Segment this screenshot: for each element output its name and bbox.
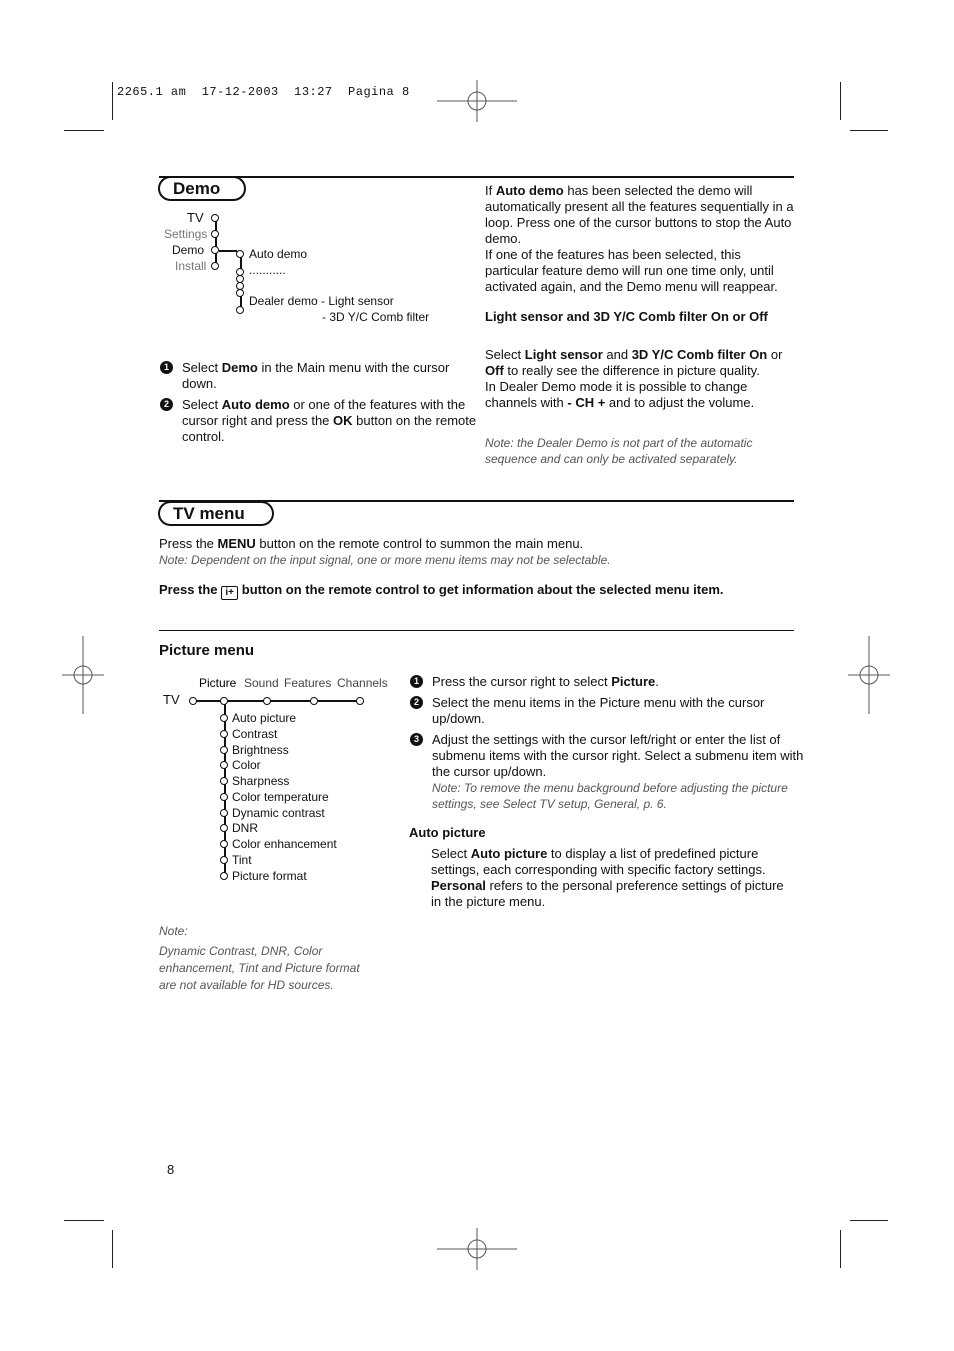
diagram-node (211, 230, 219, 238)
diagram-node (211, 246, 219, 254)
step-number-icon: 1 (160, 361, 173, 374)
diagram-line (215, 220, 217, 266)
picture-menu-item: DNR (232, 821, 258, 836)
registration-mark-icon (437, 80, 517, 122)
step-text: Adjust the settings with the cursor left/right or enter the list of submenu items with the cursor right. Select a submenu item with the cursor up/down. (432, 732, 804, 779)
tab-sound: Sound (244, 676, 279, 690)
diagram-node (220, 824, 228, 832)
picture-step-2 (410, 695, 807, 727)
diagram-item-install: Install (175, 259, 207, 273)
step-number-icon: 3 (410, 733, 423, 746)
diagram-line (219, 250, 237, 252)
diagram-node (220, 856, 228, 864)
diagram-item-settings: Settings (164, 227, 208, 241)
tab-picture: Picture (199, 676, 237, 690)
step-number-icon: 1 (410, 675, 423, 688)
picture-menu-item: Dynamic contrast (232, 805, 325, 820)
picture-menu-item: Color (232, 758, 261, 773)
picture-menu-item: Color temperature (232, 789, 329, 804)
tab-features: Features (284, 676, 332, 690)
diagram-item-demo: Demo (172, 243, 205, 257)
diagram-node (189, 697, 197, 705)
crop-mark (850, 1220, 888, 1221)
picture-menu-item: Sharpness (232, 774, 290, 788)
diagram-node (220, 714, 228, 722)
step-bold: Demo (221, 360, 258, 375)
diagram-node (236, 306, 244, 314)
step-number-icon: 2 (410, 696, 423, 709)
crop-mark (850, 130, 888, 131)
diagram-node (263, 697, 271, 705)
registration-mark-icon (848, 636, 890, 714)
diagram-dealer-demo: Dealer demo - Light sensor (249, 294, 394, 308)
light-sensor-heading: Light sensor and 3D Y/C Comb filter On or Off (485, 309, 768, 324)
light-sensor-paragraph: Select Light sensor and 3D Y/C Comb filter On or Off to really see the difference in picture quality. In Dealer Demo mode it is possible to change channels with - CH + and to adjust the volume. (485, 347, 783, 410)
step-bold: Auto demo (221, 397, 290, 412)
diagram-node (220, 809, 228, 817)
step-number-icon: 2 (160, 398, 173, 411)
diagram-node (220, 761, 228, 769)
page-number: 8 (167, 1162, 175, 1177)
picture-menu-item: Color enhancement (232, 837, 337, 851)
section-rule (159, 176, 794, 178)
info-button-icon: i+ (221, 586, 238, 600)
auto-picture-paragraph: Select Auto picture to display a list of predefined picture settings, each corresponding with specific factory settings. Personal refers to the personal preference settings of picture in the picture menu. (431, 846, 784, 909)
picture-menu-item: Auto picture (232, 711, 297, 725)
step-text: Select (182, 397, 222, 412)
section-rule (159, 630, 794, 631)
tv-menu-note: Note: Dependent on the input signal, one or more menu items may not be selectable. (159, 553, 611, 567)
step-text: Select (182, 360, 222, 375)
diagram-node (220, 746, 228, 754)
diagram-node (220, 872, 228, 880)
hd-note-text: Dynamic Contrast, DNR, Color enhancement, Tint and Picture format are not available for HD sources. (159, 944, 360, 992)
picture-step-1 (410, 674, 807, 690)
crop-mark (112, 1230, 113, 1268)
diagram-node (236, 250, 244, 258)
diagram-node (211, 262, 219, 270)
registration-mark-icon (62, 636, 104, 714)
tab-channels: Channels (337, 676, 388, 690)
diagram-node (220, 840, 228, 848)
demo-auto-paragraph: If Auto demo has been selected the demo will automatically present all the features sequentially in a loop. Press one of the cursor buttons to stop the Auto demo. If one of the features has been selected, this particular feature demo will run one time only, until activated again, and the Demo menu will reappear. (485, 183, 794, 294)
step-text: button on the remote control. (182, 413, 477, 444)
info-paragraph: Press the i+ button on the remote control to get information about the selected menu item. (159, 582, 724, 598)
step-text: . (655, 674, 659, 689)
crop-mark (64, 1220, 104, 1221)
diagram-node (236, 289, 244, 297)
picture-menu-item: Tint (232, 852, 252, 867)
demo-step-1 (160, 360, 482, 392)
step-note: Note: To remove the menu background before adjusting the picture settings, see Select TV setup, General, p. 6. (432, 781, 788, 811)
diagram-node (310, 697, 318, 705)
auto-picture-heading: Auto picture (409, 825, 486, 840)
crop-mark (64, 130, 104, 131)
step-text: or one of the features with the cursor right and press the (182, 397, 466, 428)
diagram-node (220, 730, 228, 738)
step-bold: Picture (611, 674, 656, 689)
crop-mark (840, 82, 841, 120)
print-slug: 2265.1 am 17-12-2003 13:27 Pagina 8 (117, 85, 410, 99)
picture-menu-item: Brightness (232, 742, 289, 757)
hd-note-label: Note: (159, 924, 188, 938)
diagram-comb-filter: - 3D Y/C Comb filter (322, 310, 430, 324)
picture-menu-title: Picture menu (159, 642, 255, 659)
dealer-demo-note: Note: the Dealer Demo is not part of the automatic sequence and can only be activated separately. (485, 436, 753, 466)
diagram-node (356, 697, 364, 705)
diagram-dots: ........... (249, 263, 286, 277)
tv-menu-section-title: TV menu (158, 501, 274, 526)
step-bold: OK (333, 413, 353, 428)
diagram-node (220, 793, 228, 801)
diagram-auto-demo: Auto demo (249, 247, 308, 261)
step-text: Select the menu items in the Picture menu with the cursor up/down. (432, 695, 765, 726)
step-text: in the Main menu with the cursor down. (182, 360, 450, 391)
picture-step-3 (410, 732, 807, 812)
demo-step-2 (160, 397, 486, 445)
diagram-node (211, 214, 219, 222)
picture-menu-item: Picture format (232, 868, 307, 883)
tv-menu-paragraph: Press the MENU button on the remote control to summon the main menu. (159, 536, 584, 551)
step-text: Press the cursor right to select (432, 674, 612, 689)
diagram-tv-label: TV (163, 692, 180, 707)
registration-mark-icon (437, 1228, 517, 1270)
demo-section-title: Demo (158, 176, 246, 201)
diagram-node (220, 777, 228, 785)
diagram-item-tv: TV (187, 210, 204, 225)
crop-mark (112, 82, 113, 120)
picture-menu-item: Contrast (232, 726, 278, 741)
crop-mark (840, 1230, 841, 1268)
